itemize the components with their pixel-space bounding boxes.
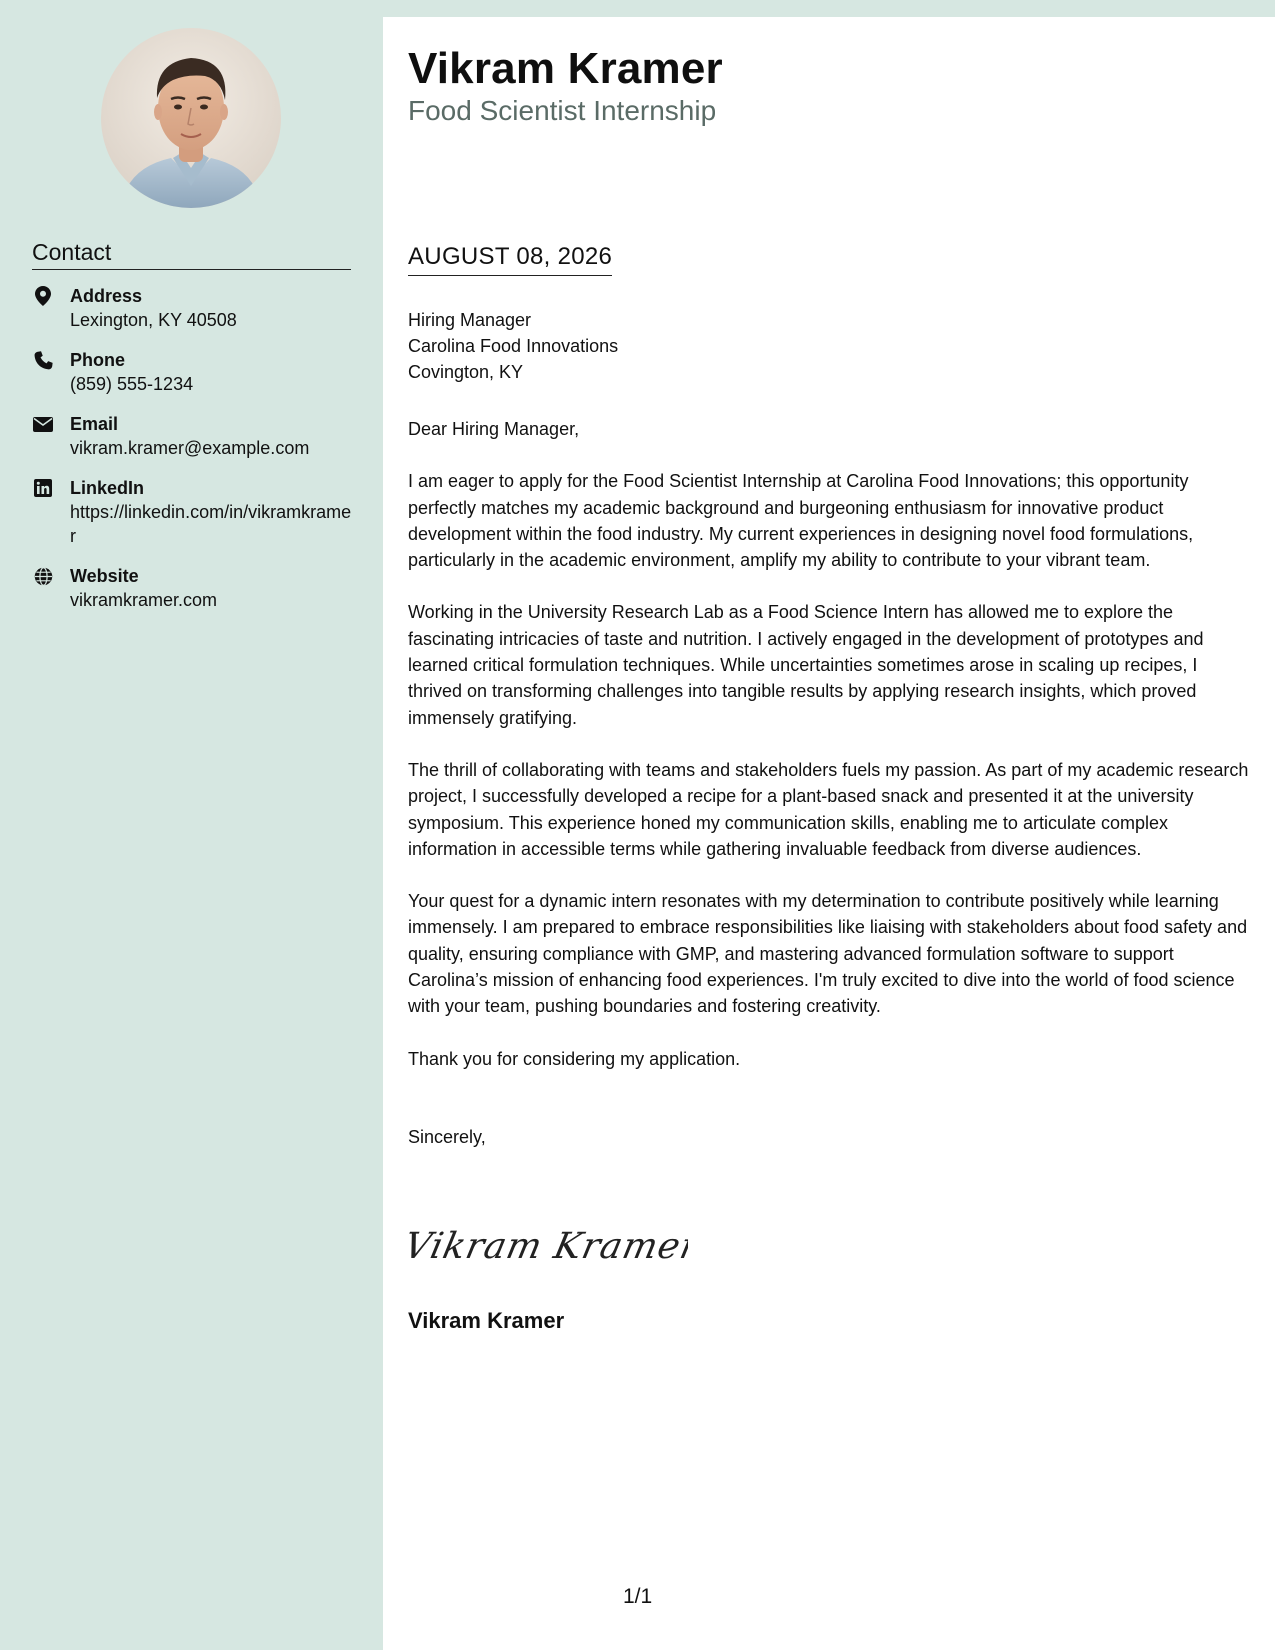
contact-label: Address: [70, 286, 143, 306]
avatar: [101, 28, 281, 208]
letter-paragraph: Working in the University Research Lab as a Food Science Intern has allowed me to explore the fascinating intricacies of taste and nutrition. I actively engaged in the development of prototypes and learned critical formulation techniques. While uncertainties sometimes arose in scaling up recipes, I thrived on transforming challenges into tangible results by applying research insights, which proved immensely gratifying.: [408, 602, 1204, 728]
contact-label: Email: [70, 414, 119, 434]
closing: Sincerely,: [408, 1126, 486, 1147]
signer-name: Vikram Kramer: [408, 1308, 565, 1333]
letter-content: [408, 416, 1253, 1150]
contact-value: Lexington, KY 40508: [70, 310, 237, 330]
contact-label: LinkedIn: [70, 478, 145, 498]
contact-item-email: [32, 412, 352, 460]
contact-value: vikram.kramer@example.com: [70, 438, 310, 458]
recipient-title: Hiring Manager: [408, 310, 532, 330]
recipient-block: [408, 307, 618, 385]
signature: [408, 1212, 688, 1282]
contact-item-website: [32, 564, 352, 612]
recipient-company: Carolina Food Innovations: [408, 336, 619, 356]
job-title: Food Scientist Internship: [408, 95, 717, 126]
contact-item-address: [32, 284, 352, 332]
contact-value: https://linkedin.com/in/vikramkramer: [70, 502, 352, 546]
letter-paragraph: I am eager to apply for the Food Scientist Internship at Carolina Food Innovations; this opportunity perfectly matches my academic background and burgeoning enthusiasm for innovative product development within the food industry. My current experiences in designing novel food formulations, particularly in the academic environment, amplify my ability to contribute to your vibrant team.: [408, 471, 1194, 571]
signature-text: Vikram Kramer: [408, 1224, 688, 1267]
page-number: 1/1: [623, 1585, 653, 1608]
letter-date: AUGUST 08, 2026: [408, 243, 612, 276]
recipient-location: Covington, KY: [408, 362, 524, 382]
contact-value: (859) 555-1234: [70, 374, 194, 394]
contact-item-linkedin: [32, 476, 352, 548]
contact-item-phone: [32, 348, 352, 396]
letter-paragraph: Your quest for a dynamic intern resonates with my determination to contribute positively while learning immensely. I am prepared to embrace responsibilities like liaising with stakeholders about food safety and quality, ensuring compliance with GMP, and mastering advanced formulation software to support Carolina’s mission of enhancing food experiences. I'm truly excited to dive into the world of food science with your team, pushing boundaries and fostering creativity.: [408, 891, 1248, 1017]
applicant-name: Vikram Kramer: [408, 44, 723, 93]
map-pin-icon: [32, 285, 54, 307]
contact-value: vikramkramer.com: [70, 590, 218, 610]
contact-label: Website: [70, 566, 139, 586]
sidebar: [0, 0, 383, 1650]
envelope-icon: [32, 413, 54, 435]
salutation: Dear Hiring Manager,: [408, 419, 580, 439]
contact-label: Phone: [70, 350, 126, 370]
contact-heading: Contact: [32, 240, 351, 270]
letter-body: [383, 17, 1275, 1650]
globe-icon: [32, 565, 54, 587]
linkedin-icon: [32, 477, 54, 499]
phone-icon: [32, 349, 54, 371]
letter-paragraph: The thrill of collaborating with teams and stakeholders fuels my passion. As part of my academic research project, I successfully developed a recipe for a plant-based snack and presented it at the university symposium. This experience honed my communication skills, enabling me to articulate complex information in accessible terms while gathering invaluable feedback from diverse audiences.: [408, 759, 1249, 859]
letter-paragraph: Thank you for considering my application.: [408, 1048, 741, 1069]
contact-list: [32, 284, 352, 628]
profile-photo: [101, 28, 281, 208]
